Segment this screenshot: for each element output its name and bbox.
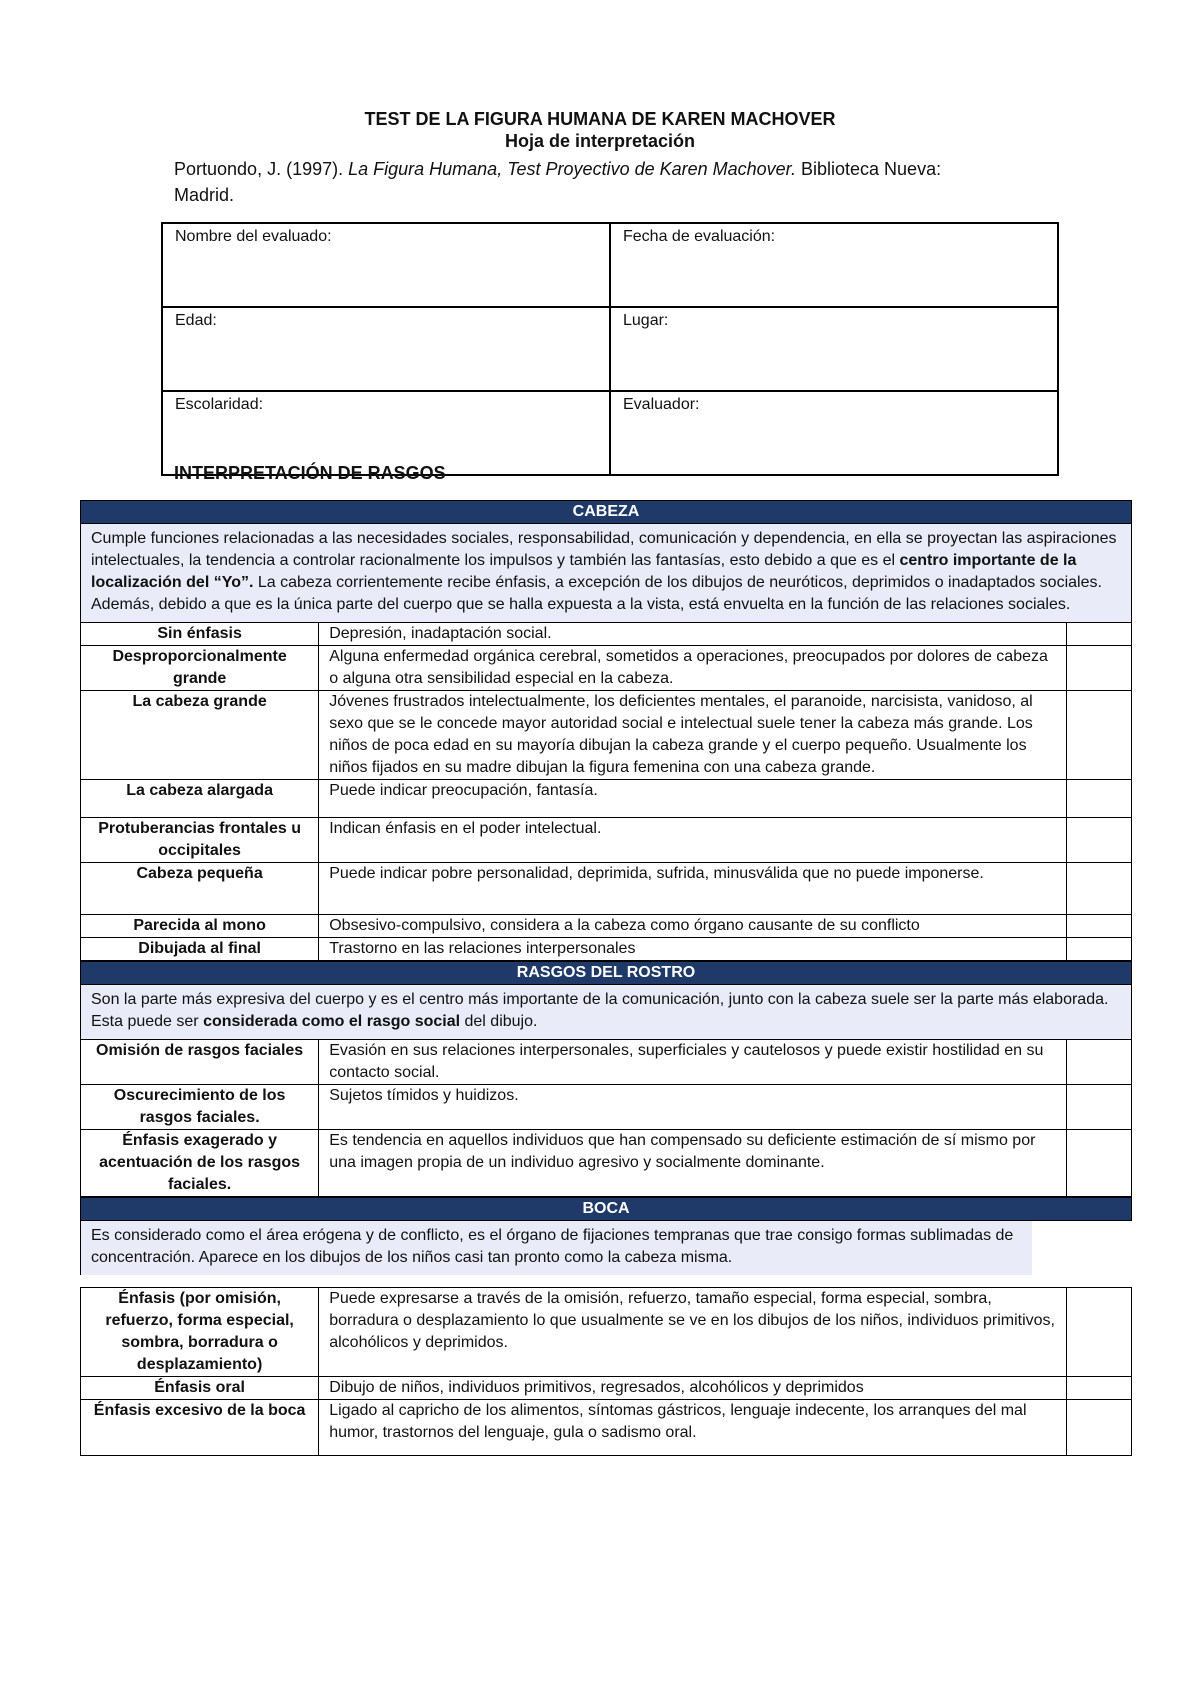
table-row <box>81 1085 1132 1130</box>
field-edad[interactable] <box>162 307 610 391</box>
row-trait: Cabeza pequeña <box>81 863 319 915</box>
row-trait: Énfasis exagerado y acentuación de los rasgos faciales. <box>81 1130 319 1197</box>
boca-intro: Es considerado como el área erógena y de conflicto, es el órgano de fijaciones tempranas que trae consigo formas sublimadas de concentración. Aparece en los dibujos de los niños casi tan pronto como la cabeza misma. <box>80 1221 1032 1275</box>
row-interpretation: Obsesivo-compulsivo, considera a la cabeza como órgano causante de su conflicto <box>319 915 1067 938</box>
row-checkbox[interactable] <box>1066 938 1131 961</box>
row-interpretation: Dibujo de niños, individuos primitivos, regresados, alcohólicos y deprimidos <box>319 1377 1067 1400</box>
field-nombre-label: Nombre del evaluado: <box>175 228 332 245</box>
row-checkbox[interactable] <box>1066 780 1131 818</box>
table-row <box>81 1288 1132 1377</box>
table-row <box>81 863 1132 915</box>
row-checkbox[interactable] <box>1066 915 1131 938</box>
row-checkbox[interactable] <box>1066 1130 1131 1197</box>
row-checkbox[interactable] <box>1066 1400 1131 1456</box>
rostro-intro-text-1: Son la parte más expresiva del cuerpo y es el centro más importante de la comunicación, junto con la cabeza suele ser la parte más elaborada. Esta puede ser <box>91 991 1109 1030</box>
cabeza-intro-bold: centro importante de la localización del “Yo”. <box>91 552 1077 591</box>
citation-work: La Figura Humana, Test Proyectivo de Karen Machover. <box>348 159 796 179</box>
row-trait: Desproporcionalmente grande <box>81 646 319 691</box>
row-interpretation: Alguna enfermedad orgánica cerebral, sometidos a operaciones, preocupados por dolores de cabeza o alguna otra sensibilidad especial en la cabeza. <box>319 646 1067 691</box>
citation-author: Portuondo, J. (1997). <box>174 159 349 179</box>
row-checkbox[interactable] <box>1066 1040 1131 1085</box>
field-evaluador-label: Evaluador: <box>623 396 700 413</box>
row-interpretation: Puede indicar pobre personalidad, deprimida, sufrida, minusválida que no puede imponerse. <box>319 863 1067 915</box>
cabeza-intro-text-2: La cabeza corrientemente recibe énfasis, a excepción de los dibujos de neuróticos, deprimidos o inadaptados sociales. Además, debido a que es la única parte del cuerpo que se halla expuesta a la vista, está envuelta en la función de las relaciones sociales. <box>91 574 1102 613</box>
cabeza-header: CABEZA <box>80 500 1132 524</box>
field-lugar-label: Lugar: <box>623 312 669 329</box>
row-interpretation: Depresión, inadaptación social. <box>319 623 1067 646</box>
citation-rest: Biblioteca Nueva: Madrid. <box>174 159 942 205</box>
row-interpretation: Indican énfasis en el poder intelectual. <box>319 818 1067 863</box>
document-subtitle: Hoja de interpretación <box>504 131 696 151</box>
table-row <box>81 1130 1132 1197</box>
row-trait: Parecida al mono <box>81 915 319 938</box>
field-edad-label: Edad: <box>175 312 217 329</box>
boca-table <box>80 1287 1132 1456</box>
cabeza-table <box>80 622 1132 961</box>
table-row <box>81 915 1132 938</box>
row-trait: Énfasis excesivo de la boca <box>81 1400 319 1456</box>
rostro-table <box>80 1039 1132 1197</box>
row-checkbox[interactable] <box>1066 1377 1131 1400</box>
row-trait: Protuberancias frontales u occipitales <box>81 818 319 863</box>
row-interpretation: Sujetos tímidos y huidizos. <box>319 1085 1067 1130</box>
row-trait: La cabeza grande <box>81 691 319 780</box>
row-checkbox[interactable] <box>1066 863 1131 915</box>
rostro-intro <box>80 985 1132 1039</box>
row-trait: Énfasis oral <box>81 1377 319 1400</box>
field-lugar[interactable] <box>610 307 1058 391</box>
cabeza-intro <box>80 524 1132 622</box>
document-header <box>0 108 1200 152</box>
row-checkbox[interactable] <box>1066 1288 1131 1377</box>
table-row <box>81 818 1132 863</box>
row-interpretation: Puede indicar preocupación, fantasía. <box>319 780 1067 818</box>
field-nombre[interactable] <box>162 223 610 307</box>
table-row <box>81 691 1132 780</box>
table-row <box>81 1377 1132 1400</box>
boca-gap <box>80 1275 1132 1287</box>
table-row <box>81 1400 1132 1456</box>
field-fecha[interactable] <box>610 223 1058 307</box>
row-interpretation: Es tendencia en aquellos individuos que han compensado su deficiente estimación de sí mismo por una imagen propia de un individuo agresivo y socialmente dominante. <box>319 1130 1067 1197</box>
row-interpretation: Ligado al capricho de los alimentos, síntomas gástricos, lenguaje indecente, los arranques del mal humor, trastornos del lenguaje, gula o sadismo oral. <box>319 1400 1067 1456</box>
row-trait: Oscurecimiento de los rasgos faciales. <box>81 1085 319 1130</box>
table-row <box>81 780 1132 818</box>
row-checkbox[interactable] <box>1066 623 1131 646</box>
cabeza-intro-text-1: Cumple funciones relacionadas a las necesidades sociales, responsabilidad, comunicación y dependencia, en ella se proyectan las aspiraciones intelectuales, la tendencia a controlar racionalmente los impulsos y también las fantasías, esto debido a que es el <box>91 530 1117 569</box>
table-row <box>81 938 1132 961</box>
row-trait: Sin énfasis <box>81 623 319 646</box>
row-checkbox[interactable] <box>1066 691 1131 780</box>
row-checkbox[interactable] <box>1066 1085 1131 1130</box>
row-interpretation: Trastorno en las relaciones interpersonales <box>319 938 1067 961</box>
rostro-header: RASGOS DEL ROSTRO <box>80 961 1132 985</box>
row-trait: La cabeza alargada <box>81 780 319 818</box>
rostro-intro-bold: considerada como el rasgo social <box>203 1013 461 1030</box>
row-interpretation: Evasión en sus relaciones interpersonales, superficiales y cautelosos y puede existir hostilidad en su contacto social. <box>319 1040 1067 1085</box>
section-title: INTERPRETACIÓN DE RASGOS <box>174 463 446 483</box>
row-interpretation: Puede expresarse a través de la omisión, refuerzo, tamaño especial, forma especial, sombra, borradura o desplazamiento lo que usualmente se ve en los dibujos de los niños, individuos primitivos, alcohólicos y deprimidos. <box>319 1288 1067 1377</box>
field-evaluador[interactable] <box>610 391 1058 475</box>
rostro-intro-text-2: del dibujo. <box>460 1013 538 1030</box>
table-row <box>81 646 1132 691</box>
evaluee-info-table <box>161 222 1059 476</box>
row-interpretation: Jóvenes frustrados intelectualmente, los deficientes mentales, el paranoide, narcisista, vanidoso, al sexo que se le concede mayor autoridad social e intelectual suele tener la cabeza más grande. Los niños de poca edad en su mayoría dibujan la cabeza grande y el cuerpo pequeño. Usualmente los niños fijados en su madre dibujan la figura femenina con una cabeza grande. <box>319 691 1067 780</box>
row-trait: Omisión de rasgos faciales <box>81 1040 319 1085</box>
row-checkbox[interactable] <box>1066 646 1131 691</box>
table-row <box>81 623 1132 646</box>
row-trait: Dibujada al final <box>81 938 319 961</box>
cabeza-section <box>80 500 1132 1456</box>
document-title: TEST DE LA FIGURA HUMANA DE KAREN MACHOVER <box>364 109 836 129</box>
citation <box>174 156 1004 208</box>
field-escolaridad-label: Escolaridad: <box>175 396 264 413</box>
row-trait: Énfasis (por omisión, refuerzo, forma especial, sombra, borradura o desplazamiento) <box>81 1288 319 1377</box>
row-checkbox[interactable] <box>1066 818 1131 863</box>
table-row <box>81 1040 1132 1085</box>
field-fecha-label: Fecha de evaluación: <box>623 228 776 245</box>
boca-header: BOCA <box>80 1197 1132 1221</box>
